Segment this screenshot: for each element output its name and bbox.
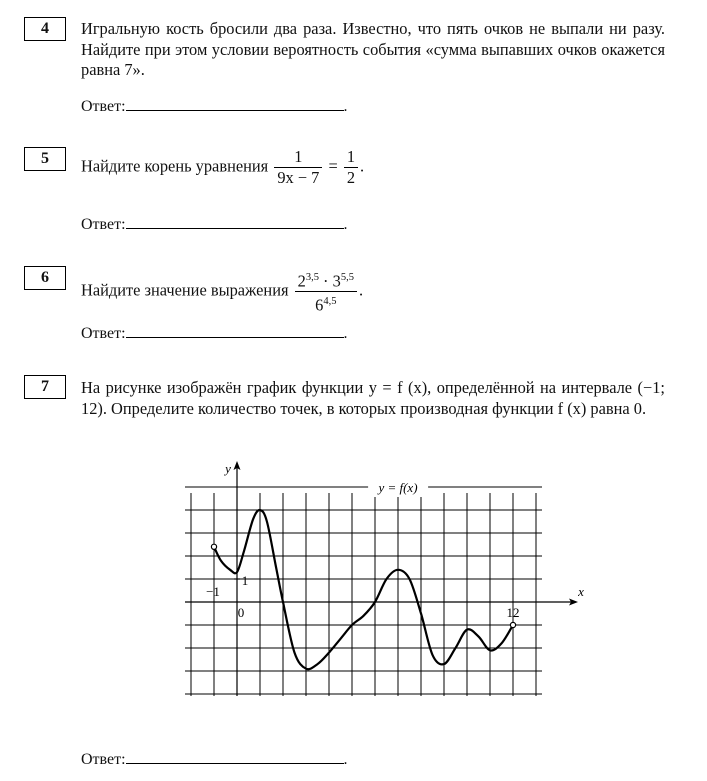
open-endpoint <box>211 544 216 549</box>
grid-lines <box>185 487 542 696</box>
y-axis-label: y <box>225 461 231 476</box>
task-5-answer: Ответ: . <box>81 216 348 233</box>
equation-rhs-fraction: $\frac{1}{2}$ <box>344 147 358 188</box>
task-4-answer: Ответ: . <box>81 98 348 115</box>
task-6-prefix: Найдите значение выражения <box>81 280 289 300</box>
answer-label: Ответ: <box>81 98 126 115</box>
tick-label-neg1: −1 <box>206 584 220 599</box>
equation-lhs-fraction: $\frac{1}{9x - 7}$ <box>274 147 322 188</box>
function-curve <box>214 510 513 669</box>
task-7-text: На рисунке изображён график функции y = f (x), определённой на интервале (−1; 12). Определите количество точек, в которых производная функции f (x) равна 0. <box>81 378 665 418</box>
tick-label-1: 1 <box>241 573 249 588</box>
answer-label: Ответ: <box>81 325 126 342</box>
expression-fraction: $\frac{2^{3,5} \cdot 3^{5,5}}{6^{4,5}}$ <box>295 268 357 316</box>
task-6-text: Найдите значение выражения $\frac{2^{3,5} \cdot 3^{5,5}}{6^{4,5}}$ . <box>81 268 665 316</box>
task-5-text: Найдите корень уравнения $\frac{1}{9x - 7}$ = $\frac{1}{2}$ . <box>81 147 365 187</box>
x-axis-label: x <box>578 584 584 599</box>
task-5-number: 5 <box>24 147 66 171</box>
answer-label: Ответ: <box>81 751 126 768</box>
task-6-number: 6 <box>24 266 66 290</box>
axis-labels <box>206 461 584 628</box>
tick-label-origin: 0 <box>237 605 245 620</box>
task-7-answer: Ответ: . <box>81 751 348 768</box>
graph-title: y = f(x) <box>378 480 418 495</box>
answer-label: Ответ: <box>81 216 126 233</box>
task-4-text: Игральную кость бросили два раза. Известно, что пять очков не выпали ни разу. Найдите при этом условии вероятность события «сумма выпавших очков окажется равна 7». <box>81 19 665 79</box>
open-endpoint <box>510 622 515 627</box>
task-4-number: 4 <box>24 17 66 41</box>
task-6-answer: Ответ: . <box>81 325 348 342</box>
answer-line[interactable] <box>126 749 344 764</box>
tick-label-12: 12 <box>506 605 520 620</box>
task-7-number: 7 <box>24 375 66 399</box>
task-5-prefix: Найдите корень уравнения <box>81 156 269 176</box>
